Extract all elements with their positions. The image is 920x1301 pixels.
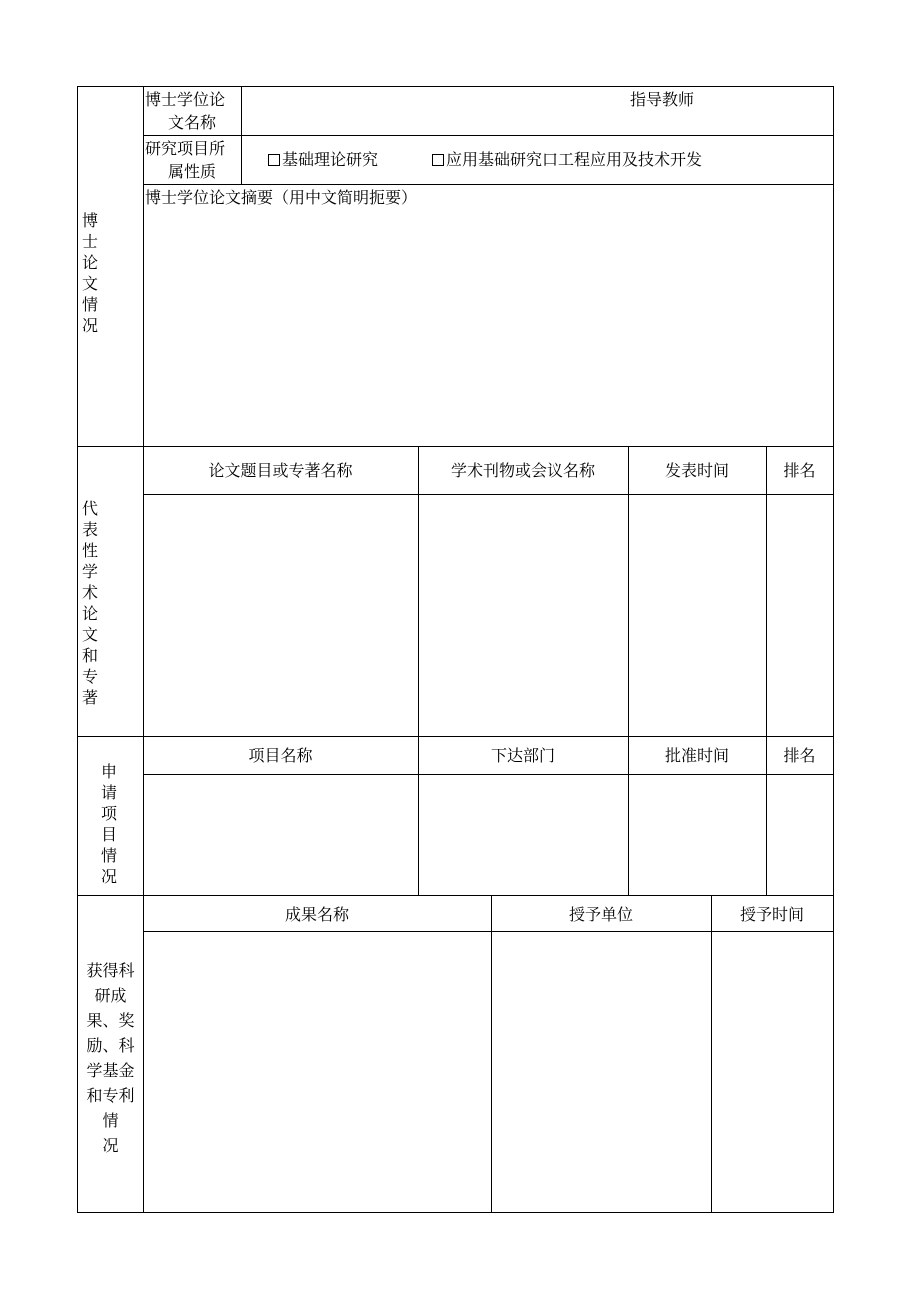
publications-section-label (78, 498, 102, 708)
side-label-char: 况 (81, 316, 98, 335)
checkbox-icon[interactable] (432, 154, 444, 166)
side-label-line: 获得科 (86, 961, 135, 980)
pub-col-title: 论文题目或专著名称 (208, 461, 353, 480)
side-label-line: 研成 (94, 986, 127, 1005)
side-label-char: 情 (100, 846, 117, 865)
side-label-char: 请 (100, 783, 117, 802)
ach-col-grant-date: 授予时间 (739, 905, 804, 924)
side-label-char: 术 (81, 583, 98, 602)
proj-col-department: 下达部门 (490, 746, 555, 765)
abstract-label: 博士学位论文摘要（用中文简明扼要） (145, 188, 418, 207)
s3-header-divider (143, 774, 834, 775)
pub-col-rank: 排名 (783, 461, 816, 480)
side-label-char: 性 (81, 541, 98, 560)
pub-col-journal: 学术刊物或会议名称 (450, 461, 595, 480)
side-label-line: 励、科 (86, 1036, 135, 1055)
ach-col-name: 成果名称 (284, 905, 349, 924)
s4-col-divider-2 (711, 895, 712, 1213)
side-label-char: 著 (81, 688, 98, 707)
side-label-char: 论 (81, 253, 98, 272)
project-nature-label-line1: 研究项目所 (145, 139, 226, 158)
side-label-char: 士 (81, 232, 98, 251)
side-label-char: 情 (81, 295, 98, 314)
achievements-section-label (78, 958, 143, 1158)
border-right (833, 86, 834, 1213)
s2-col-divider-1 (418, 446, 419, 736)
side-label-line: 情 (102, 1111, 119, 1130)
option-applied-label: 应用基础研究 (446, 150, 543, 169)
section-divider-2 (77, 736, 834, 737)
side-label-char: 专 (81, 667, 98, 686)
proj-col-approval-date: 批准时间 (664, 746, 729, 765)
side-label-char: 博 (81, 211, 98, 230)
side-label-char: 和 (81, 646, 98, 665)
project-nature-label-line2: 属性质 (167, 162, 216, 181)
ach-col-granting-unit: 授予单位 (568, 905, 633, 924)
section-divider-3 (77, 895, 834, 896)
checkbox-icon[interactable] (268, 154, 280, 166)
s1-row-divider-1 (143, 135, 834, 136)
border-bottom (77, 1212, 834, 1213)
option-basic-research[interactable] (268, 149, 378, 171)
side-label-char: 文 (81, 274, 98, 293)
thesis-section-label (78, 210, 102, 336)
border-top (77, 86, 834, 87)
thesis-title-label-line1: 博士学位论 (145, 90, 226, 109)
thesis-title-label-line2: 文名称 (167, 113, 216, 132)
engineering-checkbox-mark[interactable]: 口 (542, 150, 559, 169)
pub-col-date: 发表时间 (664, 461, 729, 480)
s2-col-divider-3 (766, 446, 767, 736)
abstract-field[interactable] (144, 210, 833, 445)
side-label-char: 项 (100, 804, 117, 823)
side-label-line: 果、奖 (86, 1011, 135, 1030)
projects-section-label (97, 761, 121, 887)
s4-header-divider (143, 931, 834, 932)
side-label-line: 学基金 (86, 1061, 135, 1080)
side-label-char: 学 (81, 562, 98, 581)
s1-row-divider-2 (143, 184, 834, 185)
option-applied-research[interactable] (432, 149, 702, 171)
side-label-line: 况 (102, 1136, 119, 1155)
side-label-char: 表 (81, 520, 98, 539)
side-label-char: 论 (81, 604, 98, 623)
advisor-label: 指导教师 (630, 90, 695, 109)
side-label-line: 和专利 (86, 1086, 135, 1105)
option-engineering-label: 工程应用及技术开发 (558, 150, 703, 169)
side-label-char: 代 (81, 499, 98, 518)
option-basic-label: 基础理论研究 (282, 150, 379, 169)
proj-col-name: 项目名称 (248, 746, 313, 765)
s2-header-divider (143, 494, 834, 495)
s2-col-divider-2 (628, 446, 629, 736)
section-divider-1 (77, 446, 834, 447)
proj-col-rank: 排名 (783, 746, 816, 765)
side-label-char: 目 (100, 825, 117, 844)
s4-col-divider-1 (491, 895, 492, 1213)
side-label-char: 申 (100, 762, 117, 781)
side-label-char: 文 (81, 625, 98, 644)
side-label-char: 况 (100, 867, 117, 886)
